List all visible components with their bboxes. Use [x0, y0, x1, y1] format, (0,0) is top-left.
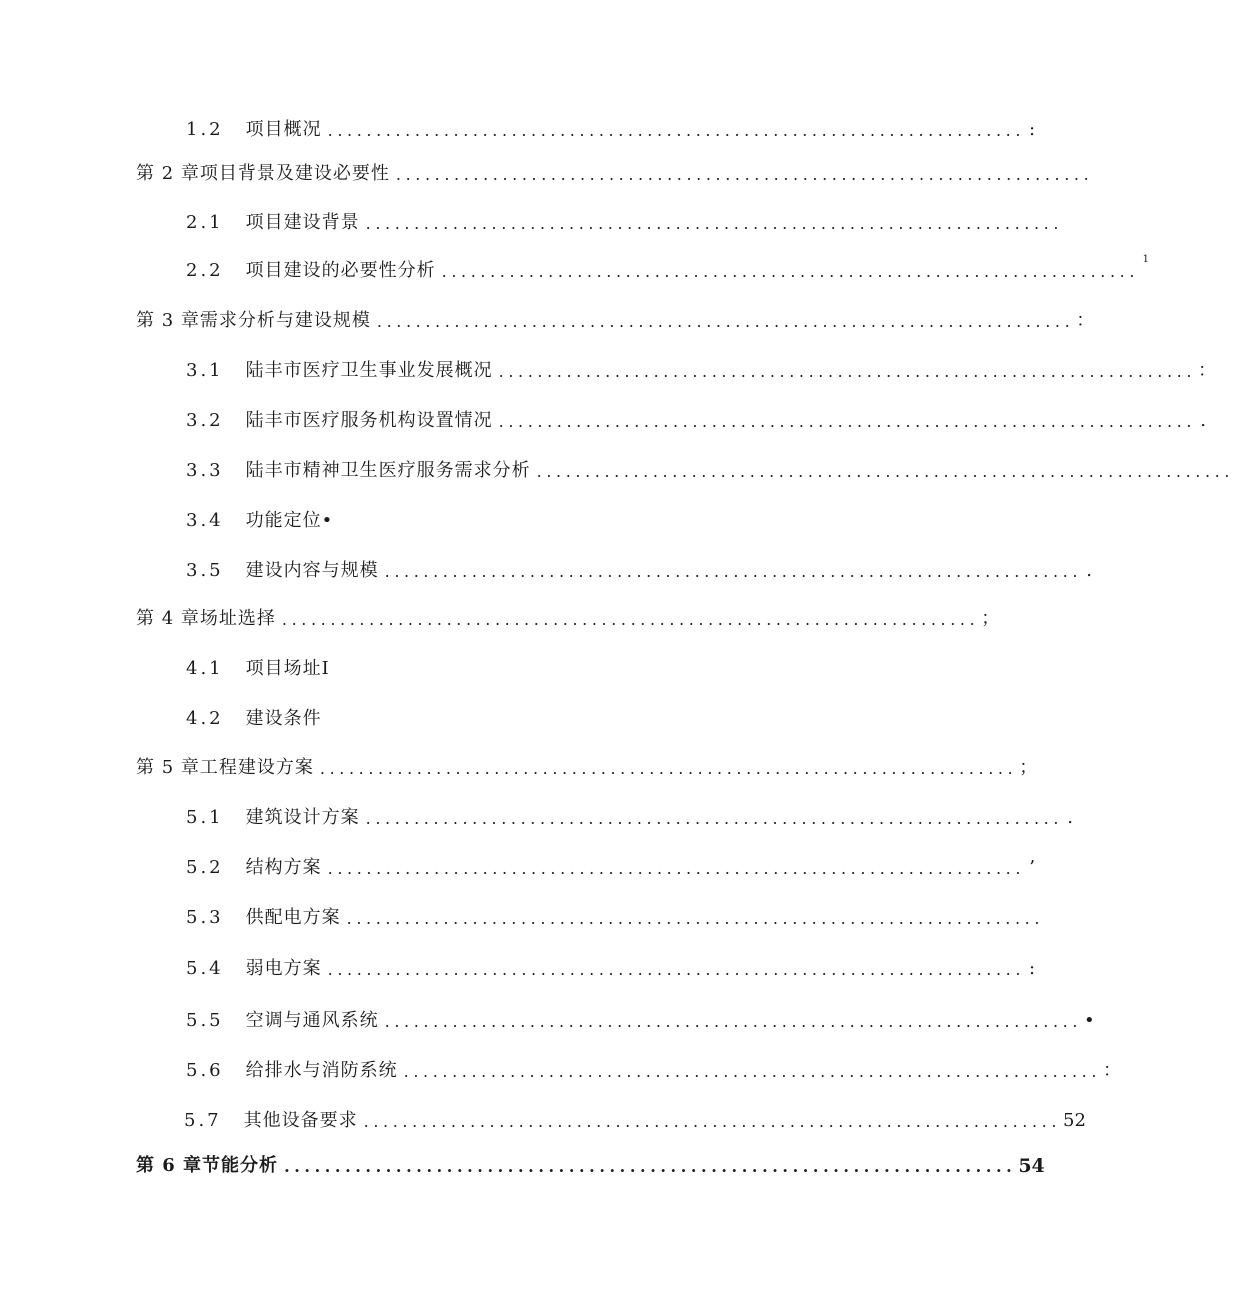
- toc-section-number: 5.1: [186, 807, 224, 828]
- toc-dot-leader: ........................................................................: [284, 1157, 1017, 1176]
- toc-section-number: 5.4: [186, 958, 224, 979]
- toc-chapter-4[interactable]: [136, 601, 1000, 631]
- toc-page-number: :: [1028, 958, 1036, 979]
- toc-page-number: 1: [1142, 254, 1150, 265]
- toc-dot-leader: ........................................................................: [346, 909, 1045, 928]
- toc-dot-leader: ........................................................................: [327, 960, 1026, 979]
- toc-entry-5-7[interactable]: [184, 1103, 1086, 1133]
- toc-entry-label: 陆丰市精神卫生医疗服务需求分析: [245, 460, 531, 481]
- toc-dot-leader: ........................................................................: [281, 610, 980, 629]
- toc-chapter-5[interactable]: [136, 750, 1038, 780]
- toc-page-number: ：: [1103, 1060, 1122, 1081]
- toc-chapter-label: 第 6 章节能分析: [136, 1155, 279, 1176]
- toc-entry-label: 建筑设计方案: [245, 807, 360, 828]
- toc-dot-leader: ........................................................................: [384, 1012, 1083, 1031]
- toc-dot-leader: ........................................................................: [403, 1062, 1102, 1081]
- toc-section-number: 5.5: [186, 1010, 224, 1031]
- toc-page-number: .: [1200, 410, 1207, 431]
- toc-section-number: 1.2: [186, 119, 224, 140]
- toc-dot-leader: ........................................................................: [365, 214, 1064, 233]
- toc-page-number: :: [1028, 119, 1036, 140]
- toc-page-number: 52: [1063, 1110, 1086, 1131]
- toc-page-number: ：: [1198, 360, 1217, 381]
- toc-dot-leader: ........................................................................: [384, 562, 1083, 581]
- toc-entry-4-2[interactable]: [186, 701, 782, 731]
- toc-chapter-label: 第 4 章场址选择: [136, 608, 276, 629]
- toc-entry-4-1[interactable]: [186, 651, 782, 681]
- toc-dot-leader: ........................................................................: [363, 1112, 1062, 1131]
- toc-chapter-2[interactable]: [136, 156, 1094, 186]
- toc-page-number: 54: [1018, 1155, 1045, 1177]
- toc-page-number: .: [1067, 807, 1074, 828]
- toc-section-number: 5.2: [186, 857, 224, 878]
- toc-entry-5-6[interactable]: [186, 1053, 1122, 1083]
- toc-chapter-label: 第 2 章项目背景及建设必要性: [136, 163, 390, 184]
- toc-entry-label: 项目建设背景: [245, 212, 360, 233]
- toc-section-number: 3.4: [186, 510, 224, 531]
- toc-dot-leader: ........................................................................: [498, 362, 1197, 381]
- toc-dot-leader: ........................................................................: [441, 262, 1140, 281]
- toc-entry-5-4[interactable]: [186, 951, 1036, 981]
- toc-section-number: 3.3: [186, 460, 224, 481]
- toc-dot-leader: ........................................................................: [365, 809, 1064, 828]
- toc-entry-5-2[interactable]: [186, 850, 1036, 880]
- toc-section-number: 3.5: [186, 560, 224, 581]
- toc-entry-3-1[interactable]: [186, 353, 1217, 383]
- toc-dot-leader: ........................................................................: [319, 759, 1018, 778]
- toc-entry-5-1[interactable]: [186, 800, 1074, 830]
- toc-dot-leader: ........................................................................: [376, 312, 1075, 331]
- toc-chapter-3[interactable]: [136, 303, 1095, 333]
- toc-entry-3-2[interactable]: [186, 403, 1207, 433]
- toc-chapter-label: 第 3 章需求分析与建设规模: [136, 310, 371, 331]
- toc-section-number: 2.1: [186, 212, 224, 233]
- toc-dot-leader: ........................................................................: [536, 462, 1234, 481]
- toc-entry-label: 弱电方案: [245, 958, 322, 979]
- toc-entry-label: 陆丰市医疗卫生事业发展概况: [245, 360, 493, 381]
- toc-dot-leader: ........................................................................: [327, 121, 1026, 140]
- toc-entry-3-3[interactable]: [186, 453, 1234, 483]
- toc-entry-label: 结构方案: [245, 857, 322, 878]
- toc-entry-label: 供配电方案: [245, 907, 341, 928]
- toc-entry-2-2[interactable]: [186, 253, 1150, 283]
- toc-entry-label: 功能定位•: [245, 510, 334, 531]
- toc-chapter-6[interactable]: [136, 1148, 1045, 1178]
- toc-dot-leader: ........................................................................: [395, 165, 1094, 184]
- toc-entry-label: 建设条件: [245, 708, 322, 729]
- toc-page-number: .: [1086, 560, 1093, 581]
- toc-section-number: 5.7: [184, 1110, 222, 1131]
- toc-section-number: 5.3: [186, 907, 224, 928]
- toc-page-number: ；: [981, 608, 1000, 629]
- toc-entry-label: 空调与通风系统: [245, 1010, 379, 1031]
- toc-entry-label: 陆丰市医疗服务机构设置情况: [245, 410, 493, 431]
- toc-dot-leader: ........................................................................: [498, 412, 1197, 431]
- toc-section-number: 3.2: [186, 410, 224, 431]
- toc-section-number: 3.1: [186, 360, 224, 381]
- toc-page-number: ；: [1019, 757, 1038, 778]
- toc-entry-label: 项目概况: [245, 119, 322, 140]
- toc-page-number: ：: [1076, 310, 1095, 331]
- toc-page-number: •: [1084, 1010, 1095, 1031]
- toc-dot-leader: ........................................................................: [327, 859, 1026, 878]
- toc-chapter-label: 第 5 章工程建设方案: [136, 757, 314, 778]
- toc-section-number: 4.2: [186, 708, 224, 729]
- toc-entry-3-4[interactable]: [186, 503, 782, 533]
- toc-entry-label: 给排水与消防系统: [245, 1060, 398, 1081]
- toc-section-number: 4.1: [186, 658, 224, 679]
- toc-entry-5-5[interactable]: [186, 1003, 1095, 1033]
- toc-entry-3-5[interactable]: [186, 553, 1093, 583]
- toc-entry-1-2[interactable]: [186, 112, 1036, 142]
- toc-section-number: 5.6: [186, 1060, 224, 1081]
- toc-entry-label: 项目场址I: [245, 658, 330, 679]
- toc-entry-label: 建设内容与规模: [245, 560, 379, 581]
- toc-entry-2-1[interactable]: [186, 205, 1064, 235]
- toc-page-number: ’: [1029, 857, 1036, 878]
- toc-entry-label: 项目建设的必要性分析: [245, 260, 436, 281]
- toc-entry-5-3[interactable]: [186, 900, 1045, 930]
- toc-entry-label: 其他设备要求: [243, 1110, 358, 1131]
- toc-section-number: 2.2: [186, 260, 224, 281]
